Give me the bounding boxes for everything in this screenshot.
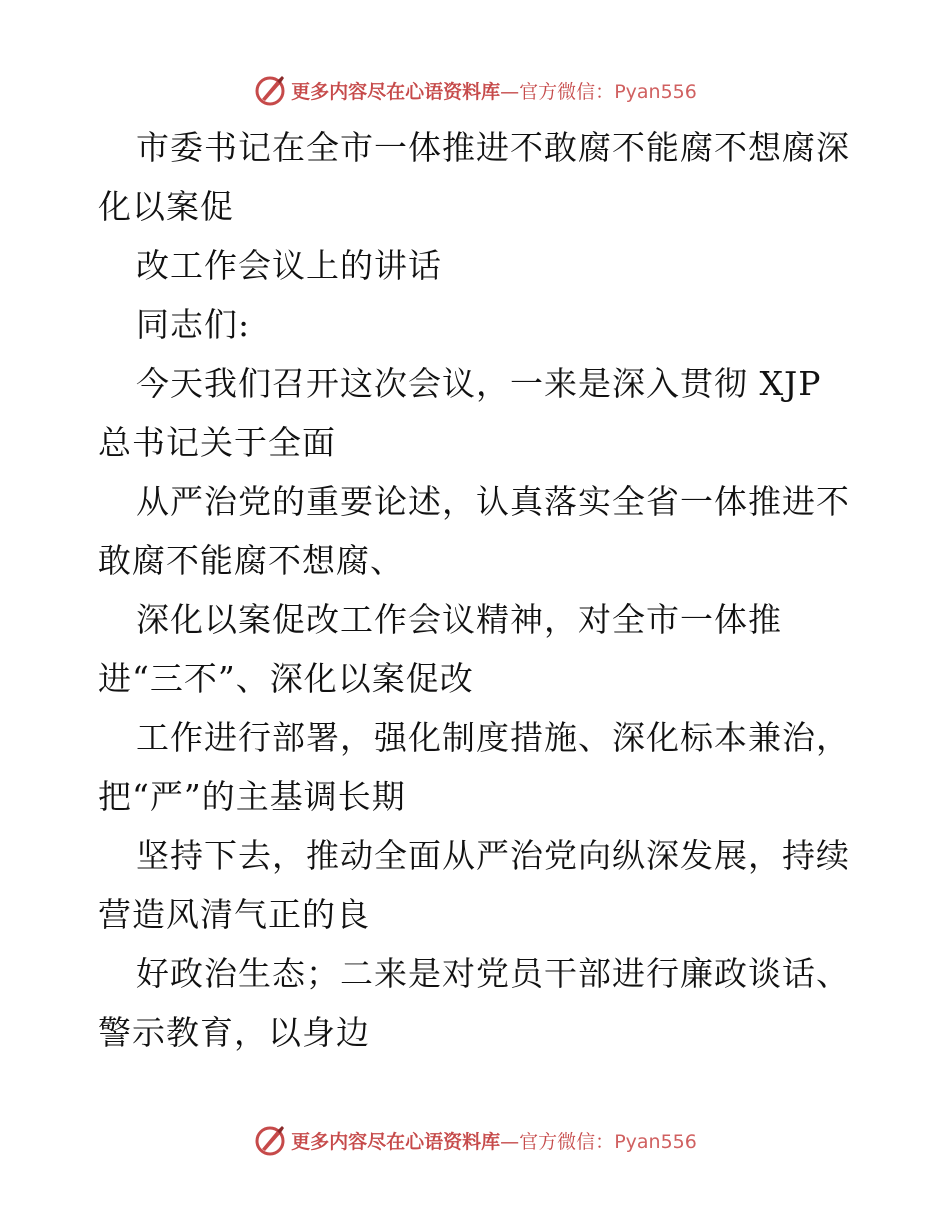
- text-line: 今天我们召开这次会议，一来是深入贯彻 XJP: [136, 364, 822, 403]
- brush-logo-icon: [253, 73, 287, 107]
- text-line: 总书记关于全面: [98, 423, 336, 462]
- header-banner: [0, 70, 950, 110]
- text-line: 工作进行部署，强化制度措施、深化标本兼治，: [136, 718, 850, 757]
- text-line: 深化以案促改工作会议精神，对全市一体推: [136, 600, 782, 639]
- header-banner-main: 更多内容尽在心语资料库: [291, 80, 501, 103]
- header-banner-id: Pyan556: [614, 80, 697, 103]
- header-banner-wechat: 官方微信：: [519, 80, 615, 103]
- text-line: 市委书记在全市一体推进不敢腐不能腐不想腐深: [136, 128, 850, 167]
- text-line: 坚持下去，推动全面从严治党向纵深发展，持续: [136, 836, 850, 875]
- header-banner-dash: —: [500, 80, 520, 103]
- footer-banner-text: [291, 1127, 697, 1154]
- text-line: 营造风清气正的良: [98, 895, 370, 934]
- footer-banner-id: Pyan556: [614, 1130, 697, 1153]
- text-line: 警示教育，以身边: [98, 1013, 370, 1052]
- text-line: 化以案促: [98, 187, 234, 226]
- footer-banner: [0, 1120, 950, 1160]
- text-line: 同志们:: [136, 305, 251, 344]
- brush-logo-icon: [253, 1123, 287, 1157]
- text-line: 敢腐不能腐不想腐、: [98, 541, 404, 580]
- document-body: [98, 118, 868, 1062]
- header-banner-text: [291, 77, 697, 104]
- text-line: 从严治党的重要论述，认真落实全省一体推进不: [136, 482, 850, 521]
- text-line: 好政治生态；二来是对党员干部进行廉政谈话、: [136, 954, 850, 993]
- footer-banner-wechat: 官方微信：: [519, 1130, 615, 1153]
- footer-banner-main: 更多内容尽在心语资料库: [291, 1130, 501, 1153]
- footer-banner-dash: —: [500, 1130, 520, 1153]
- text-line: 进“三不”、深化以案促改: [98, 659, 474, 698]
- text-line: 改工作会议上的讲话: [136, 246, 442, 285]
- text-line: 把“严”的主基调长期: [98, 777, 406, 816]
